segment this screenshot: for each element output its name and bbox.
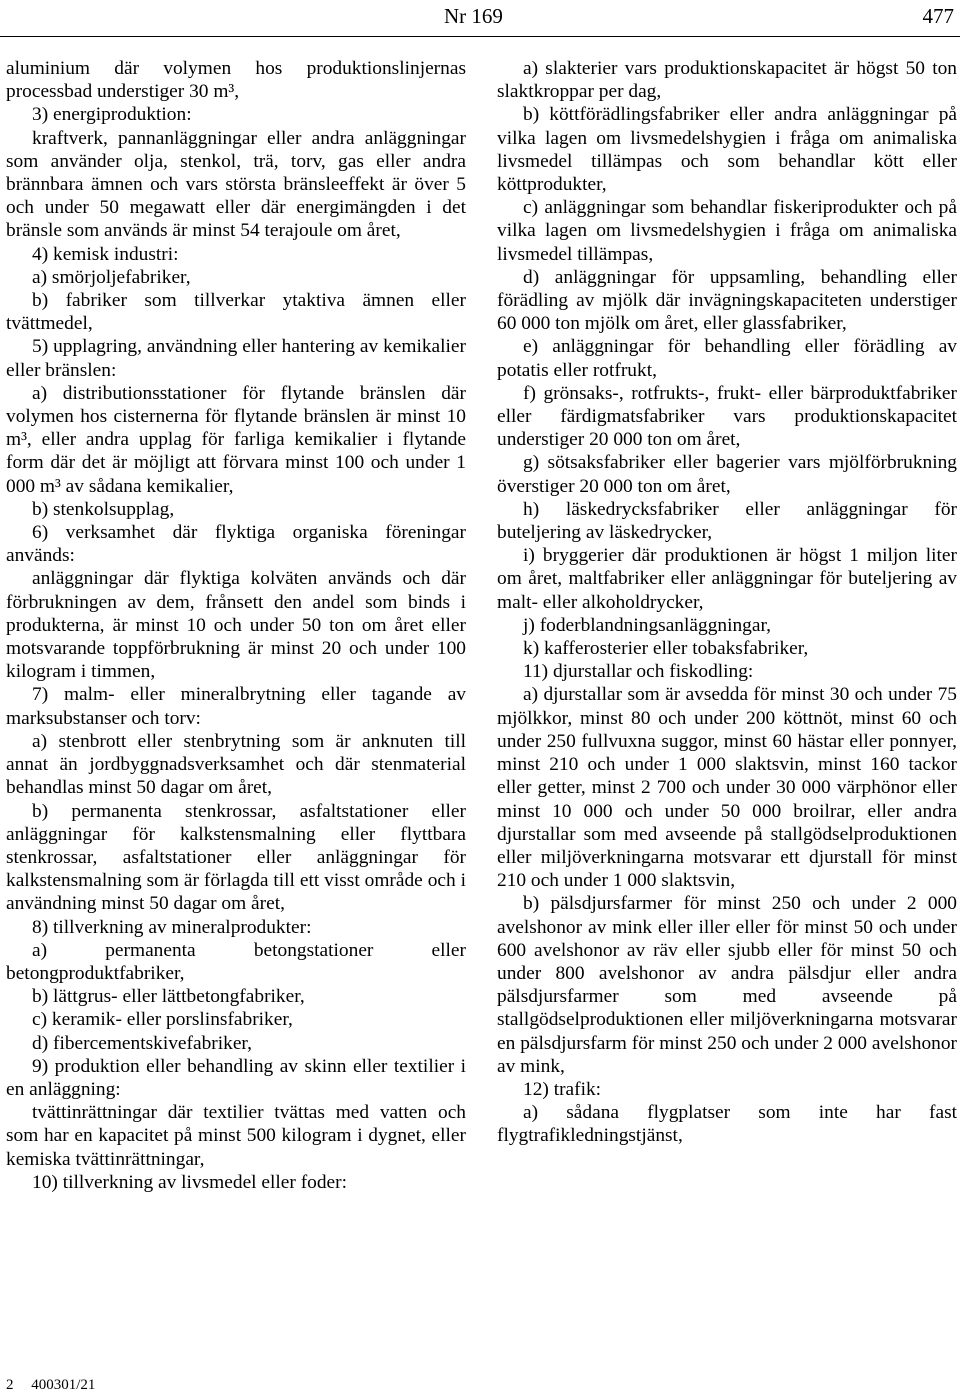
paragraph: f) grönsaks-, rotfrukts-, frukt- eller bärproduktfabriker eller färdigmatsfabriker vars produktionskapacitet understiger 20 000 ton om året, bbox=[497, 382, 957, 451]
paragraph: k) kafferosterier eller tobaksfabriker, bbox=[523, 638, 809, 660]
paragraph: a) sådana flygplatser som inte har fast flygtrafikledningstjänst, bbox=[497, 1102, 957, 1147]
paragraph: 5) upplagring, användning eller hantering av kemikalier eller bränslen: bbox=[6, 336, 466, 381]
paragraph: b) köttförädlingsfabriker eller andra anläggningar på vilka lagen om livsmedelshygien i fråga om animaliska livsmedel tillämpas och som behandlar kött eller köttprodukter, bbox=[497, 104, 957, 196]
paragraph: aluminium där volymen hos produktionslinjernas processbad understiger 30 m³, bbox=[6, 58, 466, 103]
paragraph: 10) tillverkning av livsmedel eller foder: bbox=[32, 1171, 348, 1193]
paragraph: c) anläggningar som behandlar fiskeriprodukter och på vilka lagen om livsmedelshygien i fråga om animaliska livsmedel tillämpas, bbox=[497, 197, 957, 265]
paragraph: 3) energiproduktion: bbox=[32, 104, 192, 126]
paragraph: e) anläggningar för behandling eller förädling av potatis eller rotfrukt, bbox=[497, 336, 957, 381]
paragraph: g) sötsaksfabriker eller bagerier vars mjölförbrukning överstiger 20 000 ton om året, bbox=[497, 452, 957, 497]
page-number: 477 bbox=[922, 4, 954, 28]
left-text-column bbox=[6, 57, 466, 1194]
paragraph: c) keramik- eller porslinsfabriker, bbox=[32, 1009, 293, 1031]
paragraph: a) distributionsstationer för flytande bränslen där volymen hos cisternerna för flytande bränslen är minst 10 m³, eller andra upplag för farliga kemikalier i flytande form där det är möjligt att förvara minst 100 och under 1 000 m³ av sådana kemikalier, bbox=[6, 382, 466, 497]
paragraph: i) bryggerier där produktionen är högst 1 miljon liter om året, maltfabriker eller anläggningar för buteljering av malt- eller alkoholdrycker, bbox=[497, 545, 957, 613]
paragraph: j) foderblandningsanläggningar, bbox=[523, 614, 771, 636]
paragraph: a) permanenta betongstationer eller betongproduktfabriker, bbox=[6, 939, 466, 984]
paragraph: 6) verksamhet där flyktiga organiska föreningar används: bbox=[6, 522, 466, 567]
paragraph: d) fibercementskivefabriker, bbox=[32, 1032, 252, 1054]
paragraph: 7) malm- eller mineralbrytning eller tagande av marksubstanser och torv: bbox=[6, 684, 466, 729]
page-header bbox=[0, 0, 960, 36]
paragraph: 9) produktion eller behandling av skinn eller textilier i en anläggning: bbox=[6, 1055, 466, 1100]
paragraph: a) stenbrott eller stenbrytning som är anknuten till annat än jordbyggnadsverksamhet och där stenmaterial behandlas minst 50 dagar om året, bbox=[6, 730, 466, 799]
paragraph: d) anläggningar för uppsamling, behandling eller förädling av mjölk där invägningskapaciteten understiger 60 000 ton mjölk om året, eller glassfabriker, bbox=[497, 266, 957, 335]
paragraph: 12) trafik: bbox=[523, 1078, 602, 1100]
footer-code: 400301/21 bbox=[31, 1377, 96, 1393]
paragraph: 11) djurstallar och fiskodling: bbox=[523, 661, 754, 683]
paragraph: a) smörjoljefabriker, bbox=[32, 266, 191, 288]
paragraph: b) permanenta stenkrossar, asfaltstationer eller anläggningar för kalkstensmalning eller flyttbara stenkrossar, asfaltstationer eller anläggningar för kalkstensmalning som är förlagda till ett visst område och i användning minst 50 dagar om året, bbox=[6, 800, 466, 915]
page-footer bbox=[6, 1376, 95, 1394]
paragraph: kraftverk, pannanläggningar eller andra anläggningar som använder olja, stenkol, trä, torv, gas eller andra brännbara ämnen och vars största bränsleeffekt är över 5 och under 50 megawatt eller där energimängden i det bränsle som används är minst 54 terajoule om året, bbox=[6, 127, 466, 242]
paragraph: anläggningar där flyktiga kolväten används och där förbrukningen av dem, frånsett den andel som binds i produkterna, är minst 10 och under 50 ton om året eller motsvarande toppförbrukning är minst 20 och under 100 kilogram i timmen, bbox=[6, 568, 466, 683]
issue-number: Nr 169 bbox=[444, 4, 503, 28]
paragraph: b) fabriker som tillverkar ytaktiva ämnen eller tvättmedel, bbox=[6, 290, 466, 335]
paragraph: b) lättgrus- eller lättbetongfabriker, bbox=[32, 986, 305, 1008]
paragraph: a) slakterier vars produktionskapacitet är högst 50 ton slaktkroppar per dag, bbox=[497, 58, 957, 103]
right-text-column bbox=[497, 57, 957, 1148]
paragraph: b) stenkolsupplag, bbox=[32, 498, 175, 520]
footer-sheet-number: 2 bbox=[6, 1377, 14, 1393]
paragraph: 4) kemisk industri: bbox=[32, 243, 179, 265]
paragraph: a) djurstallar som är avsedda för minst 30 och under 75 mjölkkor, minst 80 och under 200 köttnöt, minst 60 och under 250 fullvuxna suggor, minst 60 hästar eller ponnyer, minst 210 och under 1 000 slaktsvin, minst 160 tackor eller getter, minst 2 700 och under 30 000 värphönor eller minst 10 000 och under 50 000 broilrar, eller andra djurstallar som med avseende på stallgödselproduktionen eller miljöverkningarna motsvarar ett djurstall för minst 210 och under 1 000 slaktsvin, bbox=[497, 684, 957, 892]
header-rule bbox=[0, 36, 960, 37]
paragraph: tvättinrättningar där textilier tvättas med vatten och som har en kapacitet på minst 500 kilogram i dygnet, eller kemiska tvättinrättningar, bbox=[6, 1102, 466, 1170]
paragraph: h) läskedrycksfabriker eller anläggningar för buteljering av läskedrycker, bbox=[497, 498, 957, 544]
paragraph: 8) tillverkning av mineralprodukter: bbox=[32, 916, 312, 938]
paragraph: b) pälsdjursfarmer för minst 250 och under 2 000 avelshonor av mink eller iller eller för minst 50 och under 600 avelshonor av räv eller sjubb eller för minst 50 och under 800 avelshonor av andra pälsdjur eller andra pälsdjursfarmer som med avseende på stallgödselproduktionen eller miljöverkningarna motsvarar en pälsdjursfarm för minst 250 och under 2 000 avelshonor av mink, bbox=[497, 893, 957, 1077]
